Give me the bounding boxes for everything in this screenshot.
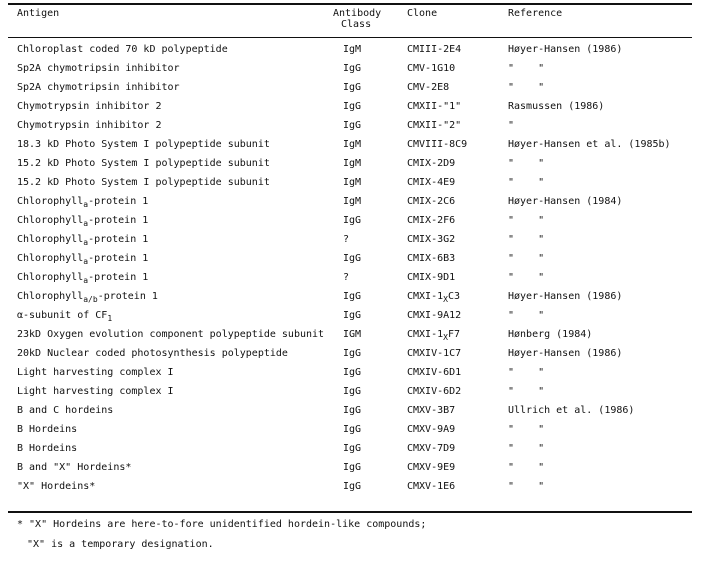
- antigen-subscript: a/b: [83, 295, 98, 304]
- table-row: [0, 215, 708, 234]
- clone-cell: [407, 272, 455, 284]
- reference-cell: " ": [508, 424, 545, 435]
- table-row: [0, 63, 708, 82]
- antibody-class-cell: IgG: [343, 348, 362, 359]
- table-row: [0, 329, 708, 348]
- antigen-text-suffix: -protein 1: [97, 291, 158, 302]
- antigen-text: 15.2 kD Photo System I polypeptide subunit: [17, 158, 270, 169]
- reference-cell: " ": [508, 443, 545, 454]
- table-row: [0, 120, 708, 139]
- table-bottom-rule: [8, 511, 692, 513]
- antigen-cell: [17, 424, 77, 436]
- antigen-cell: [17, 177, 270, 189]
- clone-text: CMXIV-6D2: [407, 386, 462, 397]
- antigen-cell: [17, 196, 148, 211]
- clone-text: CMV-1G10: [407, 63, 456, 74]
- clone-text: CMIX-6B3: [407, 253, 456, 264]
- antigen-subscript: a: [83, 238, 89, 247]
- clone-text: CMXII-"2": [407, 120, 462, 131]
- clone-text-suffix: F7: [447, 329, 460, 340]
- antigen-cell: [17, 405, 113, 417]
- clone-text: CMXV-9A9: [407, 424, 456, 435]
- reference-cell: " ": [508, 158, 545, 169]
- clone-cell: [407, 120, 461, 132]
- antigen-text: B and C hordeins: [17, 405, 114, 416]
- antigen-cell: [17, 481, 95, 493]
- table-row: [0, 481, 708, 500]
- table-row: [0, 177, 708, 196]
- antigen-text: 15.2 kD Photo System I polypeptide subunit: [17, 177, 270, 188]
- antigen-cell: [17, 329, 324, 341]
- table-row: [0, 405, 708, 424]
- clone-cell: [407, 215, 455, 227]
- antibody-class-cell: IgM: [343, 44, 362, 55]
- antigen-cell: [17, 310, 112, 325]
- antigen-text-suffix: -protein 1: [88, 272, 149, 283]
- antigen-cell: [17, 272, 148, 287]
- clone-text: CMXV-1E6: [407, 481, 456, 492]
- clone-cell: [407, 310, 461, 322]
- antigen-cell: [17, 462, 131, 474]
- clone-cell: [407, 481, 455, 493]
- footnote-line-2: "X" is a temporary designation.: [27, 539, 214, 550]
- clone-text: CMIX-4E9: [407, 177, 456, 188]
- antigen-cell: [17, 234, 148, 249]
- table-row: [0, 443, 708, 462]
- antigen-text: Chymotrypsin inhibitor 2: [17, 101, 162, 112]
- clone-text: CMXV-7D9: [407, 443, 456, 454]
- reference-cell: " ": [508, 215, 545, 226]
- clone-text: CMIX-9D1: [407, 272, 456, 283]
- clone-text: CMIX-2F6: [407, 215, 456, 226]
- reference-cell: Hønberg (1984): [508, 329, 593, 340]
- antibody-class-cell: IgG: [343, 291, 362, 302]
- clone-text: CMXIV-1C7: [407, 348, 462, 359]
- antibody-class-cell: IgG: [343, 405, 362, 416]
- clone-text: CMV-2E8: [407, 82, 450, 93]
- antigen-text-suffix: -protein 1: [88, 234, 149, 245]
- header-reference: Reference: [508, 8, 563, 19]
- clone-cell: [407, 63, 455, 75]
- antibody-class-cell: IgM: [343, 196, 362, 207]
- antigen-subscript: a: [83, 257, 89, 266]
- reference-cell: " ": [508, 63, 545, 74]
- antigen-cell: [17, 101, 162, 113]
- clone-subscript: X: [443, 333, 448, 342]
- clone-text: CMXIV-6D1: [407, 367, 462, 378]
- table-row: [0, 386, 708, 405]
- clone-text-suffix: C3: [447, 291, 460, 302]
- clone-cell: [407, 82, 449, 94]
- reference-cell: Høyer-Hansen (1984): [508, 196, 623, 207]
- clone-cell: [407, 44, 461, 56]
- clone-text: CMIX-2D9: [407, 158, 456, 169]
- antibody-class-cell: IgG: [343, 215, 362, 226]
- reference-cell: " ": [508, 481, 545, 492]
- reference-cell: " ": [508, 310, 545, 321]
- footnote-line-1: * "X" Hordeins are here-to-fore unidentified hordein-like compounds;: [17, 519, 427, 530]
- antigen-text: 23kD Oxygen evolution component polypeptide subunit: [17, 329, 325, 340]
- antigen-cell: [17, 82, 180, 94]
- clone-subscript: X: [443, 295, 448, 304]
- reference-cell: " ": [508, 462, 545, 473]
- clone-cell: [407, 367, 461, 379]
- antigen-cell: [17, 386, 174, 398]
- clone-text: CMXI-9A12: [407, 310, 462, 321]
- antigen-cell: [17, 253, 148, 268]
- clone-text: CMIII-2E4: [407, 44, 462, 55]
- clone-cell: [407, 139, 467, 151]
- antigen-text: Chlorophyll: [17, 291, 84, 302]
- table-row: [0, 139, 708, 158]
- antigen-subscript: a: [83, 200, 89, 209]
- reference-cell: " ": [508, 386, 545, 397]
- antigen-cell: [17, 120, 162, 132]
- clone-text: CMXI-1: [407, 329, 444, 340]
- clone-text: CMXV-9E9: [407, 462, 456, 473]
- reference-cell: " ": [508, 272, 545, 283]
- antibody-class-cell: IGM: [343, 329, 362, 340]
- clone-cell: [407, 253, 455, 265]
- antigen-cell: [17, 215, 148, 230]
- antigen-cell: [17, 291, 158, 306]
- reference-cell: Høyer-Hansen (1986): [508, 291, 623, 302]
- reference-cell: " ": [508, 367, 545, 378]
- antigen-text: Chlorophyll: [17, 234, 84, 245]
- antigen-text: α-subunit of CF: [17, 310, 108, 321]
- header-clone: Clone: [407, 8, 438, 19]
- table-row: [0, 424, 708, 443]
- antigen-text: Chlorophyll: [17, 196, 84, 207]
- clone-cell: [407, 424, 455, 436]
- clone-cell: [407, 386, 461, 398]
- antigen-cell: [17, 443, 77, 455]
- table-row: [0, 44, 708, 63]
- antigen-cell: [17, 348, 288, 360]
- antibody-class-cell: IgG: [343, 462, 362, 473]
- reference-cell: Rasmussen (1986): [508, 101, 605, 112]
- antigen-text: Chlorophyll: [17, 272, 84, 283]
- table-row: [0, 367, 708, 386]
- antigen-cell: [17, 367, 174, 379]
- header-antibody-class-line1: Antibody: [333, 8, 382, 19]
- reference-cell: " ": [508, 253, 545, 264]
- antigen-subscript: a: [83, 219, 89, 228]
- antigen-text-suffix: -protein 1: [88, 253, 149, 264]
- antigen-text: Light harvesting complex I: [17, 386, 174, 397]
- antigen-cell: [17, 158, 270, 170]
- table-row: [0, 82, 708, 101]
- antibody-class-cell: IgM: [343, 158, 362, 169]
- table-row: [0, 158, 708, 177]
- antigen-text: "X" Hordeins*: [17, 481, 96, 492]
- clone-text: CMXII-"1": [407, 101, 462, 112]
- antigen-cell: [17, 139, 270, 151]
- reference-cell: " ": [508, 177, 545, 188]
- antibody-class-cell: IgG: [343, 82, 362, 93]
- reference-cell: ": [508, 120, 515, 131]
- antigen-text: 18.3 kD Photo System I polypeptide subunit: [17, 139, 270, 150]
- antigen-cell: [17, 44, 228, 56]
- antibody-class-cell: IgG: [343, 386, 362, 397]
- header-antibody-class: [333, 8, 381, 30]
- table-row: [0, 101, 708, 120]
- antigen-text: Sp2A chymotripsin inhibitor: [17, 82, 180, 93]
- clone-cell: [407, 405, 455, 417]
- antigen-text: Chlorophyll: [17, 215, 84, 226]
- antigen-text: 20kD Nuclear coded photosynthesis polypeptide: [17, 348, 288, 359]
- antibody-class-cell: ?: [343, 234, 350, 245]
- reference-cell: Høyer-Hansen et al. (1985b): [508, 139, 671, 150]
- antibody-class-cell: IgG: [343, 443, 362, 454]
- clone-text: CMIX-3G2: [407, 234, 456, 245]
- reference-cell: Ullrich et al. (1986): [508, 405, 635, 416]
- clone-text: CMIX-2C6: [407, 196, 456, 207]
- table-row: [0, 310, 708, 329]
- antibody-class-cell: IgG: [343, 120, 362, 131]
- table-row: [0, 234, 708, 253]
- header-rule: [8, 37, 692, 38]
- antibody-class-cell: IgG: [343, 424, 362, 435]
- table-row: [0, 196, 708, 215]
- antibody-class-cell: IgG: [343, 367, 362, 378]
- antigen-text: B Hordeins: [17, 424, 78, 435]
- table-row: [0, 253, 708, 272]
- antigen-subscript: a: [83, 276, 89, 285]
- antigen-text: Light harvesting complex I: [17, 367, 174, 378]
- table-row: [0, 272, 708, 291]
- antigen-text-suffix: -protein 1: [88, 196, 149, 207]
- reference-cell: " ": [508, 82, 545, 93]
- antigen-text: B and "X" Hordeins*: [17, 462, 132, 473]
- table-row: [0, 462, 708, 481]
- antibody-class-cell: IgM: [343, 139, 362, 150]
- reference-cell: Høyer-Hansen (1986): [508, 44, 623, 55]
- clone-cell: [407, 443, 455, 455]
- antigen-text: Chymotrypsin inhibitor 2: [17, 120, 162, 131]
- clone-cell: [407, 158, 455, 170]
- clone-cell: [407, 291, 460, 306]
- antibody-class-cell: IgG: [343, 481, 362, 492]
- antigen-text: Sp2A chymotripsin inhibitor: [17, 63, 180, 74]
- header-antibody-class-line2: Class: [341, 19, 372, 30]
- clone-cell: [407, 462, 455, 474]
- antigen-cell: [17, 63, 180, 75]
- table-top-rule: [8, 3, 692, 5]
- clone-cell: [407, 101, 461, 113]
- antibody-class-cell: IgG: [343, 253, 362, 264]
- antibody-class-cell: IgG: [343, 63, 362, 74]
- antibody-class-cell: IgG: [343, 101, 362, 112]
- clone-text: CMXI-1: [407, 291, 444, 302]
- antigen-text: Chloroplast coded 70 kD polypeptide: [17, 44, 228, 55]
- header-antigen: Antigen: [17, 8, 60, 19]
- clone-cell: [407, 177, 455, 189]
- antibody-class-cell: ?: [343, 272, 350, 283]
- clone-cell: [407, 329, 460, 344]
- clone-text: CMXV-3B7: [407, 405, 456, 416]
- antibody-class-cell: IgM: [343, 177, 362, 188]
- clone-text: CMVIII-8C9: [407, 139, 468, 150]
- antigen-text-suffix: -protein 1: [88, 215, 149, 226]
- antigen-subscript: 1: [107, 314, 113, 323]
- antibody-class-cell: IgG: [343, 310, 362, 321]
- reference-cell: Høyer-Hansen (1986): [508, 348, 623, 359]
- table-row: [0, 291, 708, 310]
- antigen-text: B Hordeins: [17, 443, 78, 454]
- antigen-text: Chlorophyll: [17, 253, 84, 264]
- clone-cell: [407, 234, 455, 246]
- clone-cell: [407, 348, 461, 360]
- clone-cell: [407, 196, 455, 208]
- table-row: [0, 348, 708, 367]
- reference-cell: " ": [508, 234, 545, 245]
